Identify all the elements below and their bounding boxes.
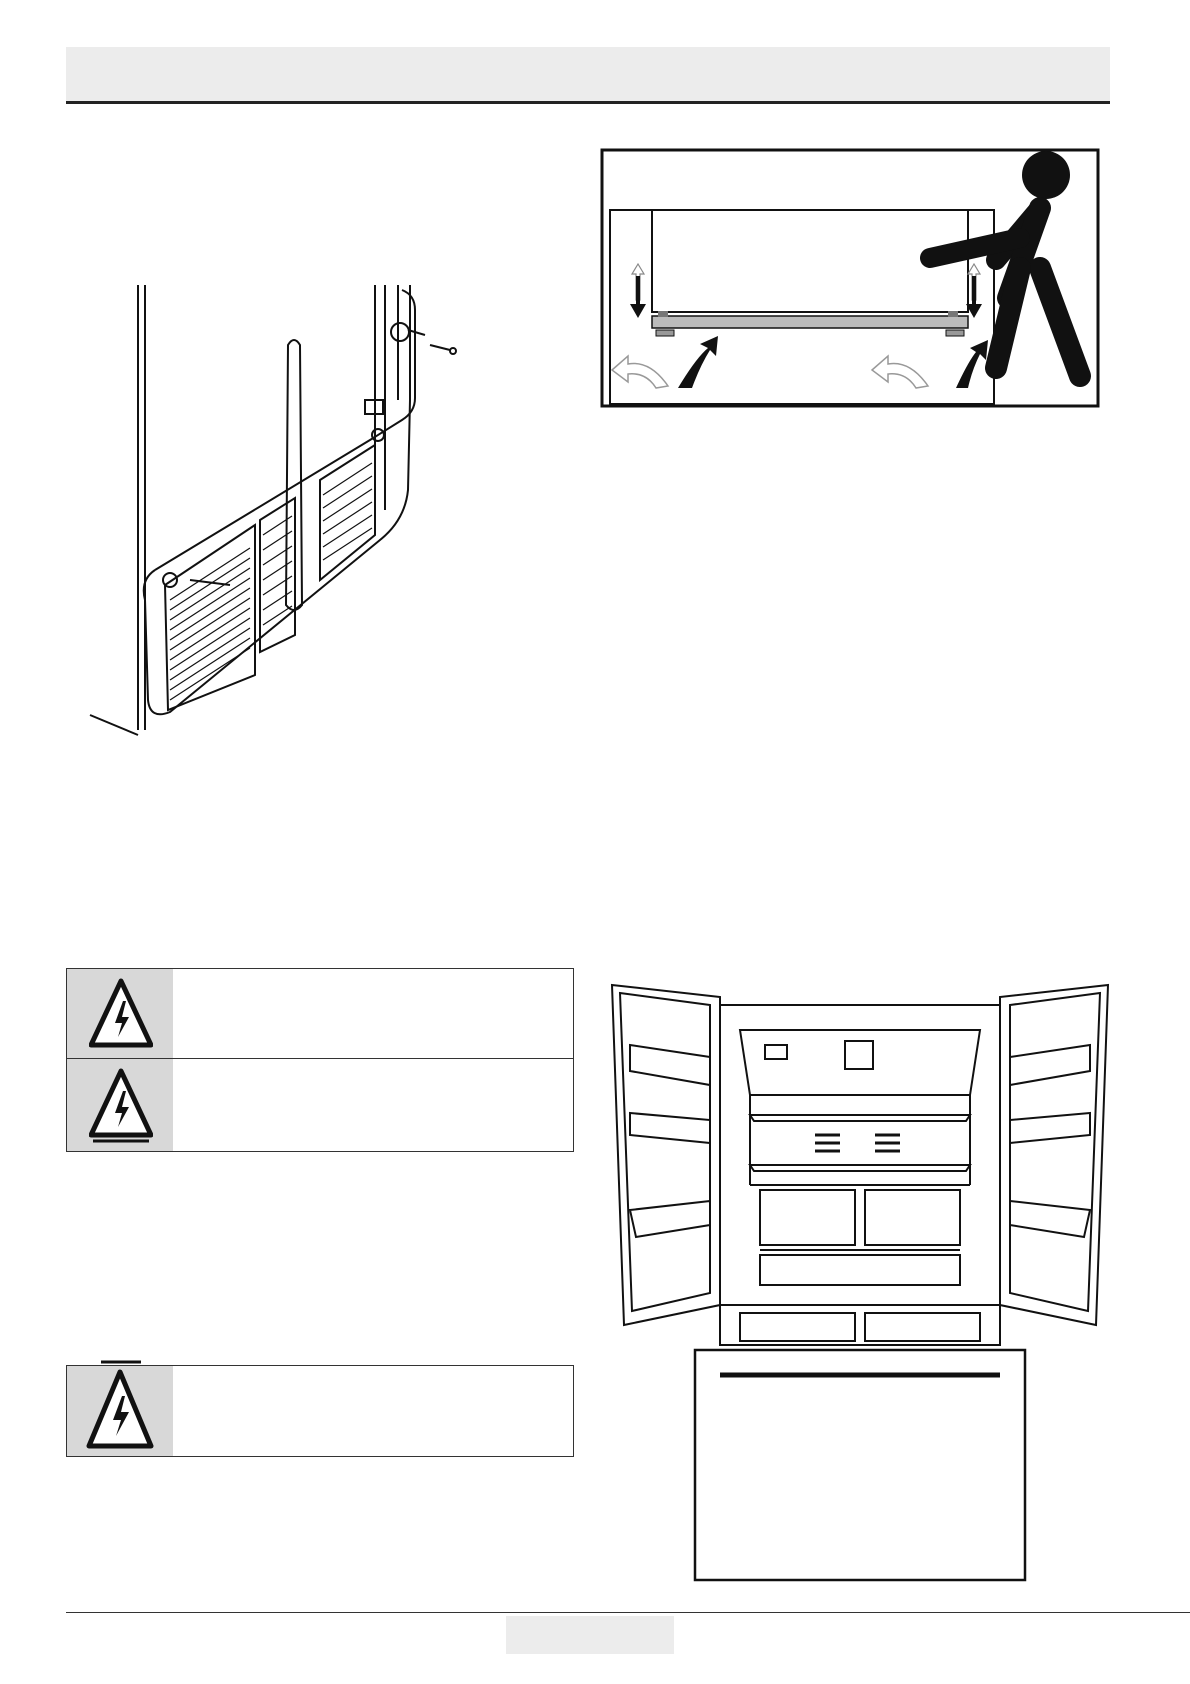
high-voltage-warning-icon bbox=[89, 977, 153, 1049]
header-band bbox=[66, 47, 1110, 101]
header-rule bbox=[66, 101, 1110, 104]
rear-cover-illustration bbox=[80, 280, 480, 750]
warning-icon-cell bbox=[67, 1366, 173, 1456]
leveling-feet-illustration bbox=[600, 148, 1100, 408]
warning-box bbox=[66, 968, 574, 1060]
warning-box bbox=[66, 1058, 574, 1152]
open-refrigerator-illustration bbox=[610, 975, 1110, 1585]
page-number-box bbox=[506, 1616, 674, 1654]
warning-box bbox=[66, 1365, 574, 1457]
footer-rule bbox=[66, 1612, 1190, 1613]
high-voltage-warning-icon bbox=[89, 1067, 153, 1143]
high-voltage-warning-icon bbox=[85, 1358, 155, 1454]
warning-icon-cell bbox=[67, 1059, 173, 1151]
warning-icon-cell bbox=[67, 969, 173, 1059]
